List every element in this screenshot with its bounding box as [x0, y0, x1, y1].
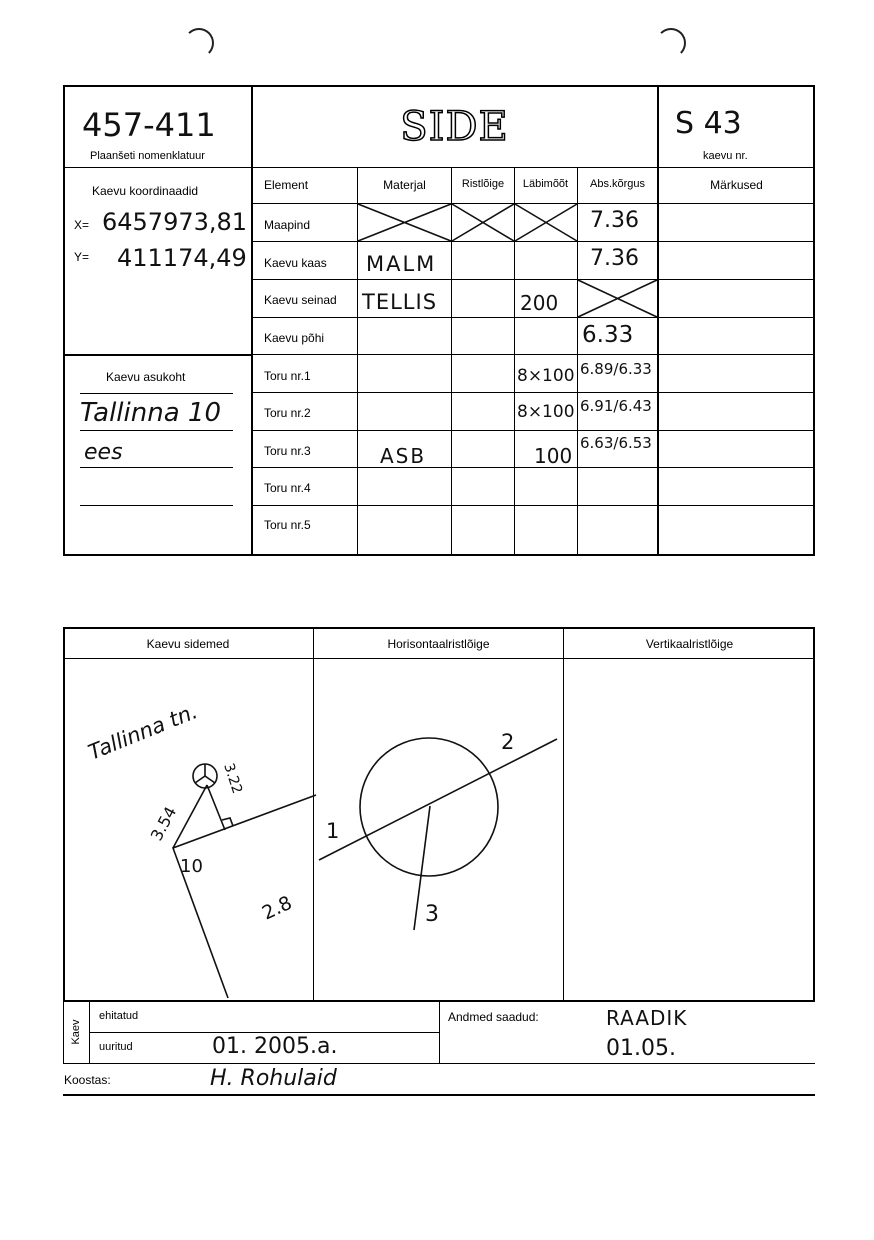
andmed-label: Andmed saadud:: [448, 1010, 539, 1024]
header-markused: Märkused: [710, 178, 763, 192]
cell-labimoot: 200: [520, 291, 559, 315]
row-element: Kaevu kaas: [264, 256, 327, 270]
row-element: Maapind: [264, 218, 311, 232]
col-title-horisontaal: Horisontaalristlõige: [387, 637, 490, 651]
uuritud-value: 01. 2005.a.: [212, 1034, 338, 1059]
cell-abs-korgus: 6.33: [582, 322, 634, 348]
well-number-label: kaevu nr.: [703, 150, 748, 162]
header-ristloige: Ristlõige: [461, 178, 505, 190]
pipe-1-label: 1: [326, 819, 340, 843]
cell-labimoot: 8×100: [517, 402, 575, 422]
card-title: SIDE: [400, 104, 509, 150]
divider: [63, 1094, 815, 1096]
sketch-dist-b: 3.22: [220, 761, 246, 796]
divider: [63, 1063, 815, 1064]
sketch-house-number: 10: [180, 856, 203, 877]
row-element: Toru nr.4: [264, 481, 311, 495]
coords-label: Kaevu koordinaadid: [92, 184, 199, 198]
cell-labimoot: 100: [534, 444, 573, 468]
well-number-value: S 43: [675, 106, 742, 141]
sketch-street-label: Tallinna tn.: [84, 699, 201, 765]
cell-abs-korgus: 7.36: [590, 208, 639, 233]
x-value: 6457973,81: [102, 208, 248, 236]
koostas-value: H. Rohulaid: [210, 1066, 337, 1091]
location-line1: Tallinna 10: [80, 398, 221, 428]
cell-materjal: TELLIS: [362, 290, 438, 314]
andmed-value-date: 01.05.: [606, 1036, 676, 1061]
nomenclature-value: 457-411: [82, 106, 216, 144]
row-element: Kaevu seinad: [264, 293, 337, 307]
cell-abs-korgus: 7.36: [590, 246, 639, 271]
cell-abs-korgus: 6.63/6.53: [580, 434, 652, 452]
row-element: Kaevu põhi: [264, 331, 325, 345]
kaev-label: Kaev: [70, 1019, 82, 1045]
col-title-sidemed: Kaevu sidemed: [146, 637, 230, 651]
divider: [439, 1001, 440, 1063]
header-labimoot: Läbimõõt: [522, 178, 569, 190]
location-label: Kaevu asukoht: [106, 370, 186, 384]
y-value: 411174,49: [117, 244, 247, 272]
row-element: Toru nr.2: [264, 406, 311, 420]
row-element: Toru nr.3: [264, 444, 311, 458]
cell-materjal: ASB: [380, 444, 427, 468]
koostas-label: Koostas:: [64, 1073, 111, 1087]
cell-abs-korgus: 6.89/6.33: [580, 360, 652, 378]
location-line2: ees: [84, 440, 123, 465]
x-label: X=: [74, 218, 90, 232]
col-title-vertikaal: Vertikaalristlõige: [645, 637, 734, 651]
cell-labimoot: 8×100: [517, 366, 575, 386]
ehitatud-label: ehitatud: [99, 1010, 139, 1022]
divider: [63, 1001, 64, 1063]
pipe-2-label: 2: [501, 730, 515, 754]
header-materjal: Materjal: [383, 178, 426, 192]
row-element: Toru nr.1: [264, 369, 311, 383]
uuritud-label: uuritud: [99, 1041, 133, 1053]
pipe-3-label: 3: [425, 902, 439, 927]
header-abs-korgus: Abs.kõrgus: [589, 178, 646, 190]
row-element: Toru nr.5: [264, 518, 311, 532]
andmed-value-source: RAADIK: [606, 1006, 688, 1030]
nomenclature-label: Plaanšeti nomenklatuur: [90, 150, 205, 162]
header-element: Element: [264, 178, 309, 192]
cell-abs-korgus: 6.91/6.43: [580, 397, 652, 415]
cell-materjal: MALM: [366, 252, 437, 276]
sketch-dist-c: 2.8: [258, 891, 296, 925]
divider: [89, 1032, 439, 1033]
y-label: Y=: [74, 250, 90, 264]
sketch-dist-a: 3.54: [146, 803, 181, 844]
